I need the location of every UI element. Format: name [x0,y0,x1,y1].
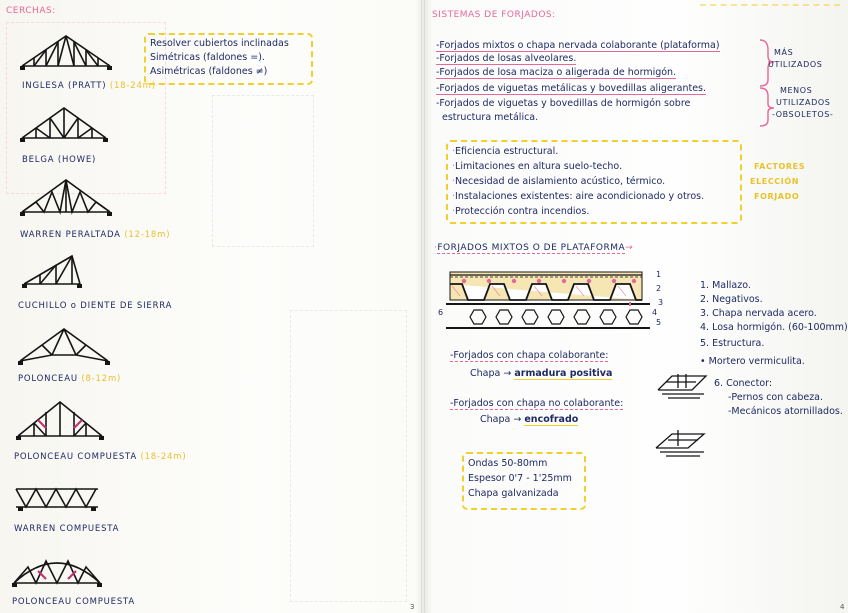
colaborante-title: -Forjados con chapa colaborante: [450,350,609,361]
truss-label-polonceau-compuesta-2: POLONCEAU COMPUESTA [12,597,135,607]
system-line: -Forjados de viguetas metálicas y bovedillas aligerantes. [436,83,707,94]
left-page [0,0,422,613]
system-line: -Forjados de viguetas y bovedillas de hormigón sobre [436,98,691,109]
warren-compound-truss-icon [12,483,102,513]
page-number: 4 [840,603,845,611]
ghost-mark [700,4,840,20]
no-colaborante-rule: Chapa → encofrado [480,414,579,425]
howe-truss-icon [18,104,110,144]
system-line: -Forjados de losa maciza o aligerada de hormigón. [436,67,677,78]
diagram-number: 5 [656,318,662,327]
polonceau-compound-truss-icon [14,398,106,442]
factors-label: ELECCIÓN [750,177,800,186]
legend-item: 5. Estructura. [700,338,765,349]
screw-connector-icon [654,426,712,460]
page-number: 3 [410,603,415,611]
diagram-number: 3 [658,298,664,307]
diagram-number: 2 [656,284,662,293]
diagram-number: 4 [652,308,658,317]
system-line: -Forjados de losas alveolares. [436,53,577,64]
polonceau-compound-arch-icon [10,549,104,589]
right-page [424,0,848,613]
colaborante-rule: Chapa → armadura positiva [470,368,613,379]
truss-label-polonceau-compuesta: POLONCEAU COMPUESTA (18-24m) [14,452,187,462]
left-heading: CERCHAS: [6,6,56,16]
system-line: -Forjados mixtos o chapa nervada colaborante (plataforma) [436,40,720,51]
factors-label: FACTORES [754,162,806,171]
composite-slab-diagram [444,266,654,334]
spec-line: Ondas 50-80mm [468,458,548,469]
connector-item: -Pernos con cabeza. [728,392,824,403]
factors-label: FORJADO [754,192,800,201]
factor-line: ·Instalaciones existentes: aire acondicionado y otros. [452,191,705,202]
truss-label-warren-peraltada: WARREN PERALTADA (12-18m) [20,230,171,240]
diagram-number: 6 [438,308,444,317]
spec-line: Espesor 0'7 - 1'25mm [468,473,572,484]
spec-line: Chapa galvanizada [468,488,559,499]
more-used-label: MÁS [774,48,794,57]
sawtooth-truss-icon [20,252,86,290]
legend-item: 3. Chapa nervada acero. [700,308,817,319]
stud-connector-icon [656,370,712,402]
factor-line: ·Limitaciones en altura suelo-techo. [452,161,623,172]
legend-item: 4. Losa hormigón. (60-100mm) [700,322,848,333]
truss-label-cuchillo: CUCHILLO o DIENTE DE SIERRA [18,301,173,311]
right-heading: SISTEMAS DE FORJADOS: [432,10,556,20]
truss-label-polonceau: POLONCEAU (8-12m) [18,374,122,384]
note-line: Simétricas (faldones =). [150,52,265,63]
more-used-label: UTILIZADOS [768,60,823,69]
legend-item: 1. Mallazo. [700,280,751,291]
factor-line: ·Necesidad de aislamiento acústico, térmico. [452,176,666,187]
polonceau-truss-icon [16,325,112,367]
truss-label-warren-compuesta: WARREN COMPUESTA [14,524,120,534]
factor-line: ·Protección contra incendios. [452,206,590,217]
no-colaborante-title: -Forjados con chapa no colaborante: [450,398,624,409]
ghost-frame [290,310,407,602]
less-used-label: UTILIZADOS [776,98,831,107]
less-used-label: MENOS [780,86,813,95]
connector-title: 6. Conector: [714,378,773,389]
legend-item: • Mortero vermiculita. [700,356,805,367]
legend-item: 2. Negativos. [700,294,763,305]
system-line: estructura metálica. [442,112,539,123]
note-line: Resolver cubiertos inclinadas [150,38,289,49]
less-used-label: -OBSOLETOS- [772,110,834,119]
diagram-number: 1 [656,270,662,279]
truss-label-pratt: INGLESA (PRATT) (18-24m) [22,81,156,91]
factor-line: ·Eficiencia estructural. [452,146,559,157]
ghost-frame [212,95,314,247]
connector-item: -Mecánicos atornillados. [728,406,843,417]
truss-label-howe: BELGA (HOWE) [22,155,97,165]
pratt-truss-icon [18,32,114,72]
section-heading: ·FORJADOS MIXTOS O DE PLATAFORMA→ [434,243,634,253]
note-line: Asimétricas (faldones ≠) [150,66,268,77]
warren-peraltada-truss-icon [18,176,114,218]
